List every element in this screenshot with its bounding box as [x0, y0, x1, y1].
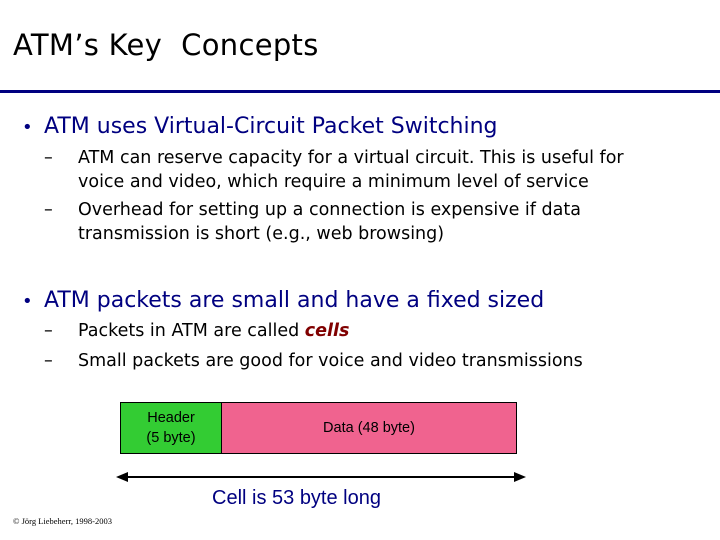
dash-marker: –: [44, 148, 53, 168]
subpoint-1-2-line-2: transmission is short (e.g., web browsing): [78, 224, 445, 244]
copyright-notice: © Jörg Liebeherr, 1998-2003: [13, 516, 112, 526]
dash-marker: –: [44, 351, 53, 371]
arrow-head-left: [116, 472, 128, 482]
bullet-1: [22, 114, 498, 139]
arrow-head-right: [514, 472, 526, 482]
dash-marker: –: [44, 321, 53, 341]
data-label: Data (48 byte): [323, 420, 415, 436]
subpoint-1-2-line-1: Overhead for setting up a connection is expensive if data: [78, 200, 581, 220]
slide-title: ATM’s Key Concepts: [13, 28, 319, 62]
subpoint-2-2-line-1: Small packets are good for voice and video transmissions: [78, 351, 583, 371]
bullet-1-text: ATM uses Virtual-Circuit Packet Switching: [44, 114, 498, 139]
subpoint-2-1-line-1: [78, 319, 349, 343]
bullet-2: [22, 288, 544, 313]
bullet-marker: •: [22, 291, 33, 312]
subpoint-1-1-line-1: ATM can reserve capacity for a virtual circuit. This is useful for: [78, 148, 624, 168]
cells-emphasis: cells: [304, 321, 350, 341]
subpoint-2-2: [44, 349, 704, 373]
title-divider: [0, 90, 720, 93]
subpoint-2-1-prefix: Packets in ATM are called: [78, 321, 305, 341]
subpoint-2-1: [44, 319, 704, 343]
cell-length-arrow: [116, 469, 526, 485]
cell-header-box: [120, 402, 222, 454]
subpoint-1-1-line-2: voice and video, which require a minimum level of service: [78, 172, 589, 192]
bullet-marker: •: [22, 117, 33, 138]
cell-data-box: [221, 402, 517, 454]
header-label-line-2: (5 byte): [146, 430, 196, 446]
subpoint-1-2: [44, 198, 704, 246]
subpoint-1-1: [44, 146, 704, 194]
cell-caption: Cell is 53 byte long: [212, 487, 381, 509]
dash-marker: –: [44, 200, 53, 220]
header-label-line-1: Header: [147, 410, 195, 426]
bullet-2-text: ATM packets are small and have a fixed sized: [44, 288, 545, 313]
